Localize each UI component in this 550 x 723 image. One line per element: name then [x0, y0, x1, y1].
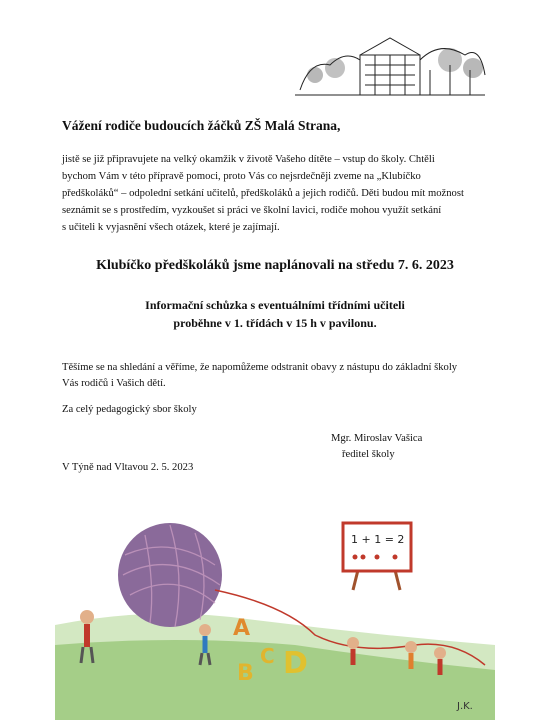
- paragraph-line: seznámit se s prostředím, vyzkoušet si práci ve školní lavici, rodiče mohou využít setkání: [62, 205, 442, 216]
- letter-a: A: [233, 616, 251, 641]
- paragraph-line: s učiteli k vyjasnění všech otázek, které je zajímají.: [62, 222, 280, 233]
- on-behalf-line: Za celý pedagogický sbor školy: [62, 404, 197, 415]
- letter-paragraph: [62, 151, 487, 236]
- event-heading: Klubíčko předškoláků jsme naplánovali na středu 7. 6. 2023: [96, 258, 454, 273]
- letter-b: B: [237, 661, 254, 686]
- letter-c: C: [260, 644, 275, 668]
- closing-line1: Těšíme se na shledání a věříme, že napomůžeme odstranit obavy z nástupu do základní školy: [62, 362, 458, 373]
- meeting-subheading-line1: Informační schůzka s eventuálními třídními učiteli: [145, 298, 405, 312]
- letter-d: D: [283, 646, 308, 681]
- paragraph-line: jistě se již připravujete na velký okamžik v životě Vašeho dítěte – vstup do školy. Chtěli: [62, 154, 435, 165]
- board-text: 1 + 1 = 2: [351, 533, 405, 546]
- school-building-sketch: [290, 20, 490, 115]
- paragraph-line: předškoláků“ – odpolední setkání učitelů, předškoláků a jejich rodičů. Děti budou mít možnost: [62, 188, 464, 199]
- closing-line2: Vás rodičů i Vašich dětí.: [62, 378, 166, 389]
- place-date: V Týně nad Vltavou 2. 5. 2023: [62, 462, 194, 473]
- chalkboard: [343, 523, 411, 590]
- letter-greeting: Vážení rodiče budoucích žáčků ZŠ Malá Strana,: [62, 118, 341, 133]
- signatory-title: ředitel školy: [342, 449, 395, 460]
- children-illustration: [55, 495, 495, 720]
- artist-initials: J.K.: [457, 701, 473, 712]
- meeting-subheading-line2: proběhne v 1. třídách v 15 h v pavilonu.: [173, 316, 377, 330]
- paragraph-line: bychom Vám v této přípravě pomoci, proto Vás co nejsrdečněji zveme na „Klubíčko: [62, 171, 421, 182]
- signatory-name: Mgr. Miroslav Vašica: [331, 433, 423, 444]
